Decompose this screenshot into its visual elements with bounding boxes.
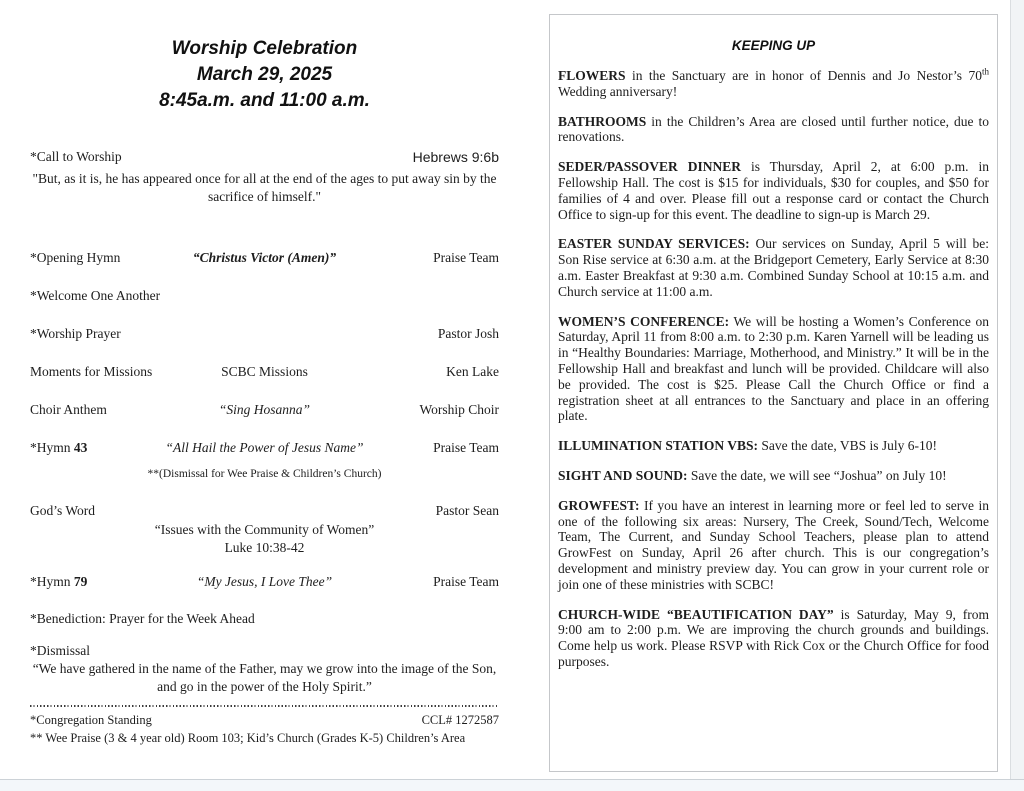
worship-prayer-row — [30, 325, 499, 343]
service-times: 8:45a.m. and 11:00 a.m. — [159, 90, 370, 111]
announcement-heading: GROWFEST: — [558, 497, 640, 513]
opening-hymn-by: Praise Team — [433, 250, 499, 265]
superscript-th: th — [981, 66, 989, 77]
gods-word-row — [30, 502, 499, 520]
announcement-growfest — [558, 498, 989, 593]
keeping-up-title: KEEPING UP — [731, 38, 816, 53]
announcement-body: is Saturday, May 9, from 9:00 am to 2:00 p.m. We are improving the church grounds and buildings. Come help us work. Please RSVP with Rick Cox or the Church Office for food purposes. — [558, 606, 990, 669]
announcement-vbs — [558, 438, 989, 454]
announcement-womens-conference — [558, 314, 989, 425]
announcement-body: in the Children’s Area are closed until further notice, due to renovations. — [558, 113, 990, 145]
announcement-bathrooms — [558, 114, 989, 146]
choir-anthem-label: Choir Anthem — [30, 402, 107, 417]
sermon-title: “Issues with the Community of Women” — [154, 522, 375, 537]
call-to-worship-row — [30, 148, 499, 166]
announcement-heading: EASTER SUNDAY SERVICES: — [558, 236, 750, 252]
choir-anthem-by: Worship Choir — [419, 402, 499, 417]
hymn-79-by: Praise Team — [433, 574, 499, 589]
opening-hymn-title: “Christus Victor (Amen)” — [192, 250, 337, 265]
opening-hymn-row — [30, 249, 499, 267]
call-to-worship-scripture: Hebrews 9:6b — [412, 149, 499, 165]
announcement-heading: CHURCH-WIDE “BEAUTIFICATION DAY” — [558, 606, 834, 622]
missions-label: Moments for Missions — [30, 364, 153, 379]
call-to-worship-quote: "But, as it is, he has appeared once for all at the end of the ages to put away sin by the sacrifice of himself." — [32, 171, 497, 204]
service-date: March 29, 2025 — [196, 64, 333, 85]
welcome-label: *Welcome One Another — [30, 288, 161, 303]
service-header — [30, 36, 499, 114]
dismissal-label: *Dismissal — [30, 643, 91, 658]
announcements-list — [558, 68, 989, 670]
worship-prayer-label: *Worship Prayer — [30, 326, 121, 341]
gods-word-label: God’s Word — [30, 503, 96, 518]
announcement-flowers — [558, 68, 989, 100]
announcement-heading: FLOWERS — [558, 68, 626, 83]
worship-prayer-by: Pastor Josh — [437, 326, 499, 341]
service-body — [30, 148, 499, 746]
announcement-body: We will be hosting a Women’s Conference on Saturday, April 11 from 8:00 a.m. to 2:30 p.m. Karen Yarnell will be leading us in “Healthy Boundaries: Marriage, Motherhood, and Ministry.” It will be in the Fellowship Hall and breakfast and lunch will be provided. Childcare will also be provided. The cost is $25. Please Call the Church Office or find a registration sheet at all entrances to the Sanctuary and place in an offering plate. — [558, 313, 989, 424]
hymn-43-label: *Hymn — [30, 440, 71, 455]
announcement-heading: WOMEN’S CONFERENCE: — [558, 313, 730, 329]
hymn-43-by: Praise Team — [433, 440, 499, 455]
hymn-79-title: “My Jesus, I Love Thee” — [196, 574, 333, 589]
service-title: Worship Celebration — [171, 38, 358, 59]
hymn-79-row — [30, 573, 499, 591]
call-to-worship-label: *Call to Worship — [30, 149, 122, 164]
announcement-body: Wedding anniversary! — [558, 83, 678, 99]
footnote-row — [30, 713, 499, 731]
announcement-easter-services — [558, 236, 989, 299]
missions-title: SCBC Missions — [221, 364, 308, 379]
keeping-up-panel — [549, 14, 998, 772]
announcement-heading: SIGHT AND SOUND: — [558, 467, 688, 483]
announcement-body: is Thursday, April 2, at 6:00 p.m. in Fellowship Hall. The cost is $15 for individuals, $30 for couples, and $50 for families of 4 and over. Please fill out a response card or contact the Church Office to sign-up for this event. The deadline to sign-up is March 29. — [558, 159, 989, 222]
scan-edge-right — [1010, 0, 1024, 791]
dismissal-quote: “We have gathered in the name of the Father, may we grow into the image of the Son, and go in the power of the Holy Spirit.” — [32, 661, 497, 694]
dotted-divider — [30, 705, 499, 707]
order-of-service — [30, 0, 499, 746]
opening-hymn-label: *Opening Hymn — [30, 250, 121, 265]
choir-anthem-title: “Sing Hosanna” — [218, 402, 311, 417]
announcement-body: Save the date, we will see “Joshua” on July 10! — [690, 467, 947, 483]
announcement-beautification-day — [558, 607, 989, 670]
congregation-standing-note: *Congregation Standing — [30, 713, 152, 727]
dismissal-note: **(Dismissal for Wee Praise & Children’s Church) — [147, 468, 382, 480]
missions-by: Ken Lake — [446, 364, 499, 379]
benediction-row — [30, 610, 499, 628]
hymn-79-label: *Hymn — [30, 574, 71, 589]
dismissal-row — [30, 642, 499, 660]
announcement-heading: ILLUMINATION STATION VBS: — [558, 438, 759, 454]
announcement-body: If you have an interest in learning more or feel led to serve in one of the following six areas: Nursery, The Creek, Sound/Tech, Welcome Team, The Current, and Sunday School Teachers, please plan to attend GrowFest on Sunday, April 26 after church. This is our congregation’s development and ministry preview day. You can grow in your current role or join one of these ministries with SCBC! — [558, 497, 989, 592]
sermon-scripture: Luke 10:38-42 — [224, 540, 305, 555]
benediction-label: *Benediction: Prayer for the Week Ahead — [30, 611, 255, 626]
missions-row — [30, 363, 499, 381]
hymn-79-number: 79 — [73, 574, 88, 589]
announcement-heading: BATHROOMS — [558, 113, 647, 129]
welcome-row — [30, 287, 499, 305]
announcement-sight-and-sound — [558, 468, 989, 484]
hymn-43-title: “All Hail the Power of Jesus Name” — [165, 440, 364, 455]
hymn-43-row — [30, 439, 499, 457]
ccli-number: CCL# 1272587 — [421, 713, 499, 727]
announcement-body: in the Sanctuary are in honor of Dennis and Jo Nestor’s 70 — [631, 68, 982, 83]
scan-edge-bottom — [0, 779, 1024, 791]
wee-praise-note: ** Wee Praise (3 & 4 year old) Room 103; Kid’s Church (Grades K-5) Children’s Area — [30, 731, 466, 745]
announcement-body: Save the date, VBS is July 6-10! — [761, 438, 938, 454]
gods-word-by: Pastor Sean — [435, 503, 499, 518]
choir-anthem-row — [30, 401, 499, 419]
hymn-43-number: 43 — [73, 440, 88, 455]
announcement-body: Our services on Sunday, April 5 will be: Son Rise service at 6:30 a.m. at the Bridgeport Cemetery, Early Service at 8:30 a.m. Easter Breakfast at 9:30 a.m. Combined Sunday School at 10:15 a.m. and Church service at 11:00 a.m. — [558, 236, 989, 299]
announcement-seder-dinner — [558, 159, 989, 222]
announcement-heading: SEDER/PASSOVER DINNER — [558, 159, 741, 175]
